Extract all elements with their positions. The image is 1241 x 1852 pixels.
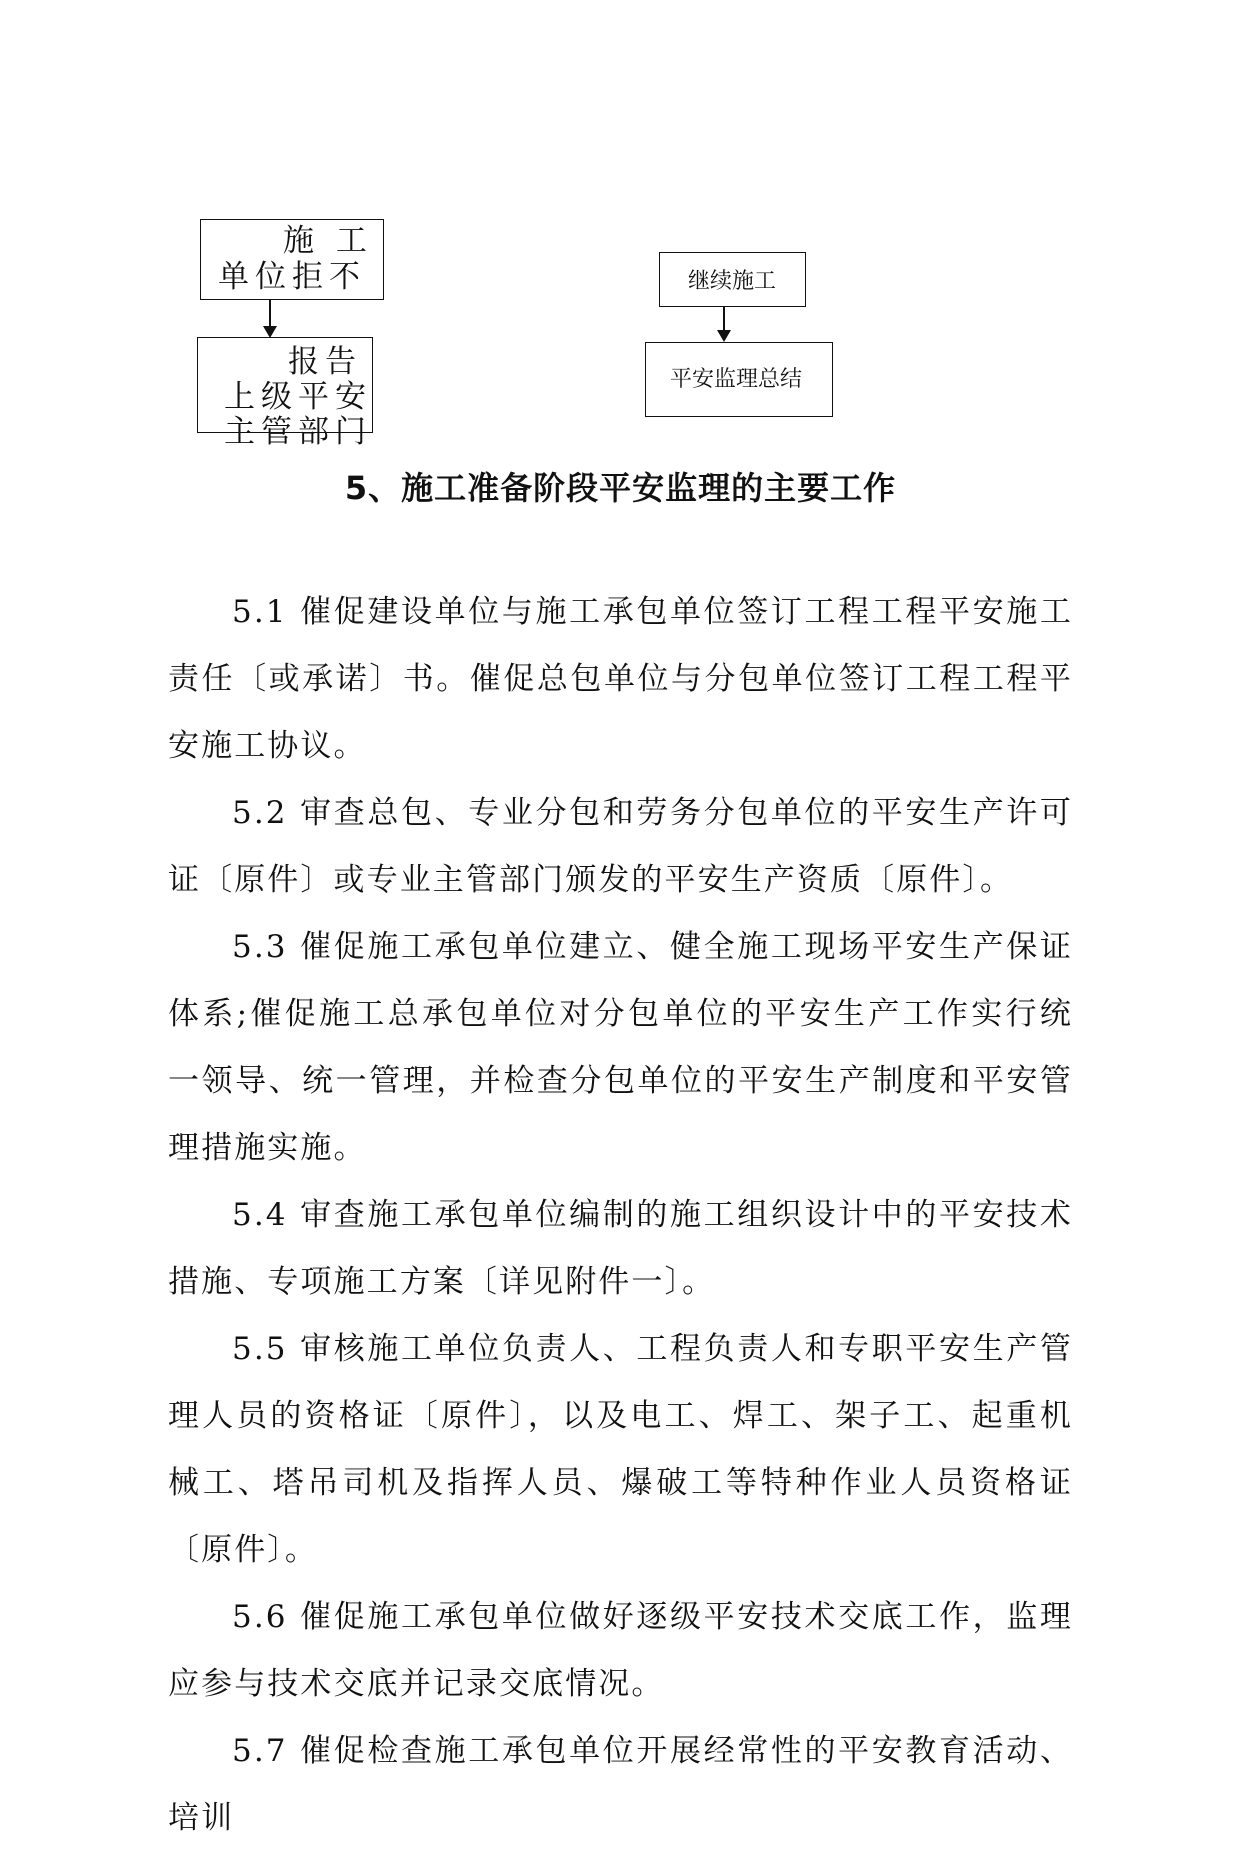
flow-box-continue-construction [659,252,806,307]
flow-box-report-superior-line3: 主管部门 [224,414,372,450]
paragraph-5-6: 5.6 催促施工承包单位做好逐级平安技术交底工作，监理应参与技术交底并记录交底情况。 [168,1599,1073,1702]
flow-box-contractor-refuses [200,219,384,300]
flow-box-report-superior [197,337,373,450]
paragraph-5-3: 5.3 催促施工承包单位建立、健全施工现场平安生产保证体系;催促施工总承包单位对分包单位的平安生产工作实行统一领导、统一管理，并检查分包单位的平安生产制度和平安管理措施实施。 [168,929,1073,1166]
paragraph-5-7: 5.7 催促检查施工承包单位开展经常性的平安教育活动、培训 [168,1733,1073,1836]
section-body [168,579,1073,1852]
flow-box-report-superior-clip [198,338,372,450]
flow-arrow-left [260,300,280,340]
paragraph-5-4: 5.4 审查施工承包单位编制的施工组织设计中的平安技术措施、专项施工方案〔详见附件一〕。 [168,1197,1073,1300]
flow-box-contractor-refuses-line1: 施 工 [283,223,373,259]
paragraph-5-2: 5.2 审查总包、专业分包和劳务分包单位的平安生产许可证〔原件〕或专业主管部门颁发的平安生产资质〔原件〕。 [168,795,1073,898]
flow-box-safety-summary [645,342,833,417]
flow-arrow-right [714,307,734,343]
flow-box-contractor-refuses-line2: 单位拒不 [218,259,366,295]
flow-box-safety-summary-label: 平安监理总结 [670,367,803,392]
section-title: 5、施工准备阶段平安监理的主要工作 [344,469,897,507]
flow-box-report-superior-line2: 上级平安 [224,379,372,415]
flow-box-continue-construction-label: 继续施工 [688,269,777,294]
flow-box-report-superior-line1: 报告 [288,344,362,380]
paragraph-5-5: 5.5 审核施工单位负责人、工程负责人和专职平安生产管理人员的资格证〔原件〕，以及电工、焊工、架子工、起重机械工、塔吊司机及指挥人员、爆破工等特种作业人员资格证〔原件〕。 [168,1331,1073,1568]
paragraph-5-1: 5.1 催促建设单位与施工承包单位签订工程工程平安施工责任〔或承诺〕书。催促总包单位与分包单位签订工程工程平安施工协议。 [168,594,1073,764]
